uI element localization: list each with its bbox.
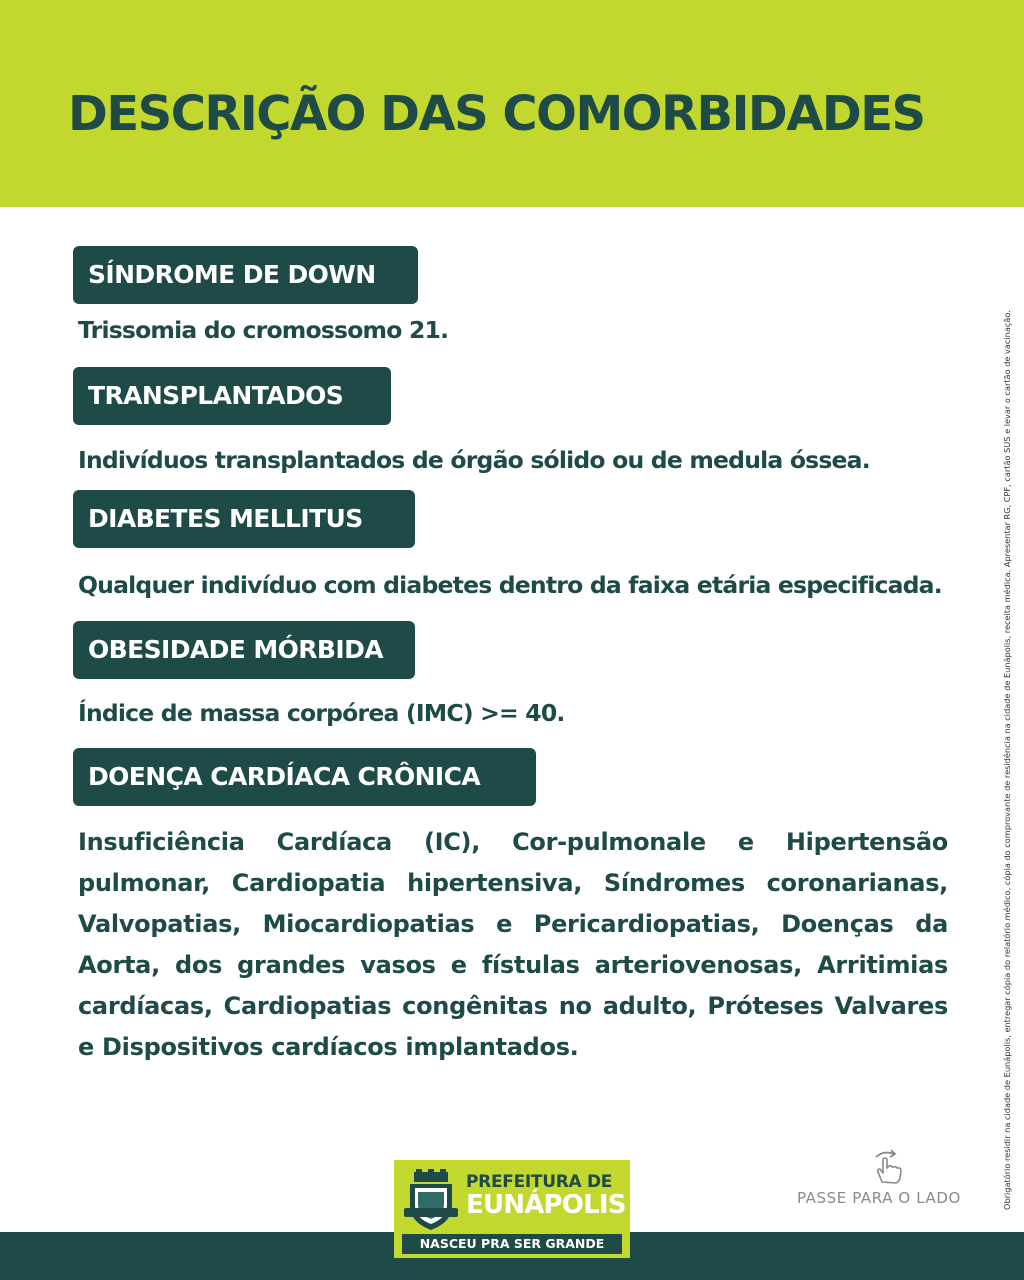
description-diabetes-mellitus: Qualquer indivíduo com diabetes dentro da faixa etária especificada. — [78, 571, 942, 599]
description-sindrome-de-down: Trissomia do cromossomo 21. — [78, 316, 449, 344]
logo-line-2: EUNÁPOLIS — [466, 1190, 626, 1220]
swipe-hint: PASSE PARA O LADO — [797, 1189, 961, 1207]
city-crest-icon — [402, 1168, 460, 1232]
swipe-hand-icon — [870, 1148, 908, 1186]
description-doenca-cardiaca-cronica: Insuficiência Cardíaca (IC), Cor-pulmonale e Hipertensão pulmonar, Cardiopatia hipertensiva, Síndromes coronarianas, Valvopatias, Miocardiopatias e Pericardiopatias, Doenças da Aorta, dos grandes vasos e fístulas arteriovenosas, Arritimias cardíacas, Cardiopatias congênitas no adulto, Próteses Valvares e Dispositivos cardíacos implantados. — [78, 828, 948, 1061]
heading-transplantados: TRANSPLANTADOS — [73, 367, 391, 425]
heading-doenca-cardiaca-cronica: DOENÇA CARDÍACA CRÔNICA — [73, 748, 536, 806]
side-note: Obrigatório residir na cidade de Eunápolis, entregar cópia do relatório médico, cópia do comprovante de residência na cidade de Eunápolis, receita médica. Apresentar RG, CPF, cartão SUS e levar o cartão de vacinação. — [1002, 310, 1012, 1210]
prefeitura-logo — [394, 1160, 630, 1258]
page-title: DESCRIÇÃO DAS COMORBIDADES — [68, 86, 925, 142]
logo-line-1: PREFEITURA DE — [466, 1172, 613, 1192]
description-obesidade-morbida: Índice de massa corpórea (IMC) >= 40. — [78, 699, 565, 727]
heading-sindrome-de-down: SÍNDROME DE DOWN — [73, 246, 418, 304]
heading-diabetes-mellitus: DIABETES MELLITUS — [73, 490, 415, 548]
heading-obesidade-morbida: OBESIDADE MÓRBIDA — [73, 621, 415, 679]
description-transplantados: Indivíduos transplantados de órgão sólido ou de medula óssea. — [78, 446, 870, 474]
logo-tagline: NASCEU PRA SER GRANDE — [402, 1234, 622, 1254]
